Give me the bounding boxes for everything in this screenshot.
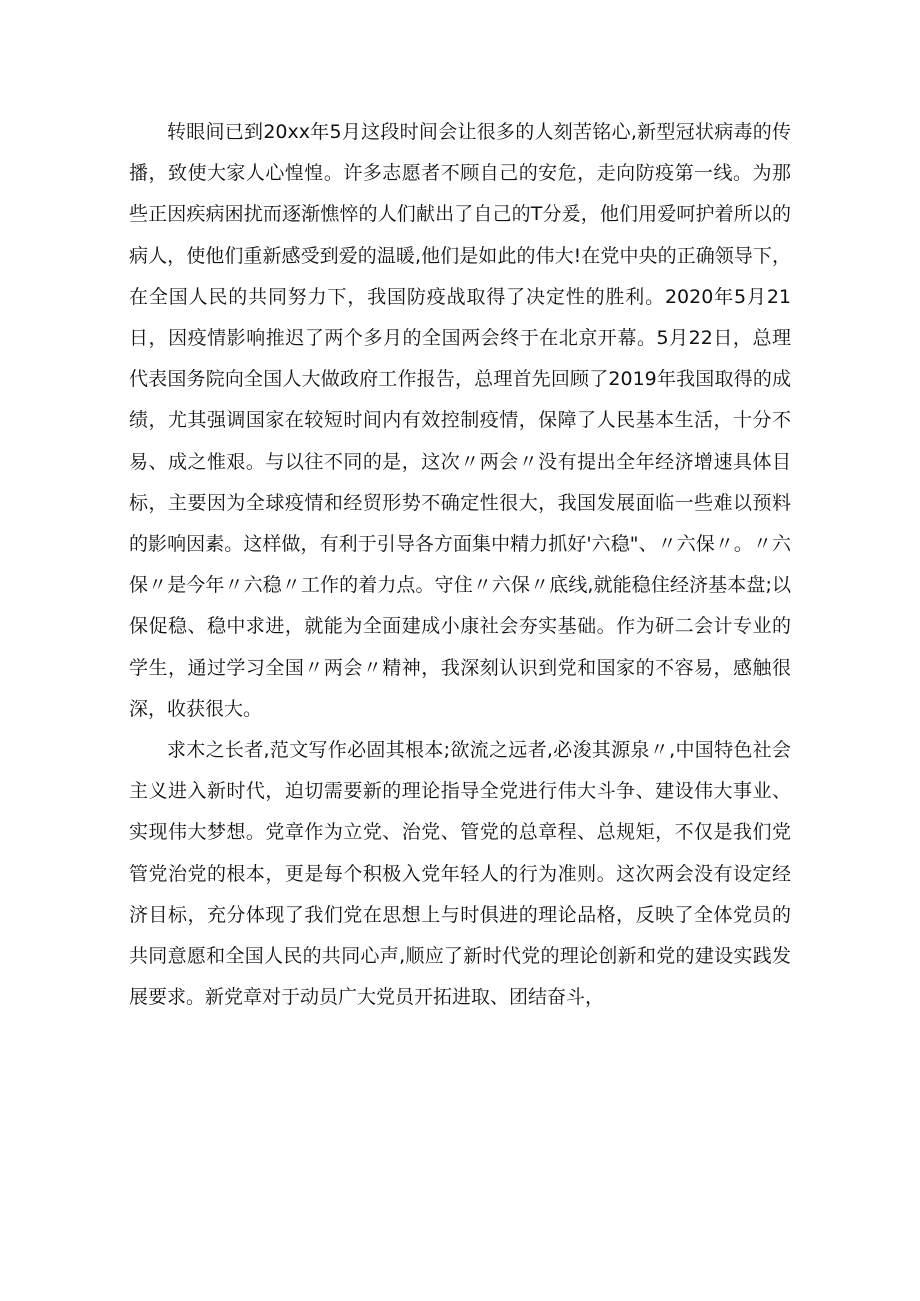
document-body xyxy=(129,112,791,1018)
paragraph-2: 求木之长者,范文写作必固其根本;欲流之远者,必浚其源泉〃,中国特色社会主义进入新时代，迫切需要新的理论指导全党进行伟大斗争、建设伟大事业、实现伟大梦想。党章作为立党、治党、管党的总章程、总规矩，不仅是我们党管党治党的根本，更是每个积极入党年轻人的行为准则。这次两会没有设定经济目标，充分体现了我们党在思想上与时俱进的理论品格，反映了全体党员的共同意愿和全国人民的共同心声,顺应了新时代党的理论创新和党的建设实践发展要求。新党章对于动员广大党员开拓进取、团结奋斗， xyxy=(129,739,791,1009)
paragraph-1: 转眼间已到20xx年5月这段时间会让很多的人刻苦铭心,新型冠状病毒的传播，致使大家人心惶惶。许多志愿者不顾自己的安危，走向防疫第一线。为那些正因疾病困扰而逐渐憔悴的人们献出了自己的T分爰，他们用爱呵护着所以的病人，使他们重新感受到爱的温暖,他们是如此的伟大!在党中央的正确领导下，在全国人民的共同努力下，我国防疫战取得了决定性的胜利。2020年5月21日，因疫情影响推迟了两个多月的全国两会终于在北京开幕。5月22日，总理代表国务院向全国人大做政府工作报告，总理首先回顾了2019年我国取得的成绩，尤其强调国家在较短时间内有效控制疫情，保障了人民基本生活，十分不易、成之惟艰。与以往不同的是，这次〃两会〃没有提出全年经济增速具体目标，主要因为全球疫情和经贸形势不确定性很大，我国发展面临一些难以预料的影响因素。这样做，有利于引导各方面集中精力抓好'六稳"、〃六保〃。〃六保〃是今年〃六稳〃工作的着力点。守住〃六保〃底线,就能稳住经济基本盘;以保促稳、稳中求进，就能为全面建成小康社会夯实基础。作为研二会计专业的学生，通过学习全国〃两会〃精神，我深刻认识到党和国家的不容易，感触很深，收获很大。 xyxy=(129,121,791,720)
